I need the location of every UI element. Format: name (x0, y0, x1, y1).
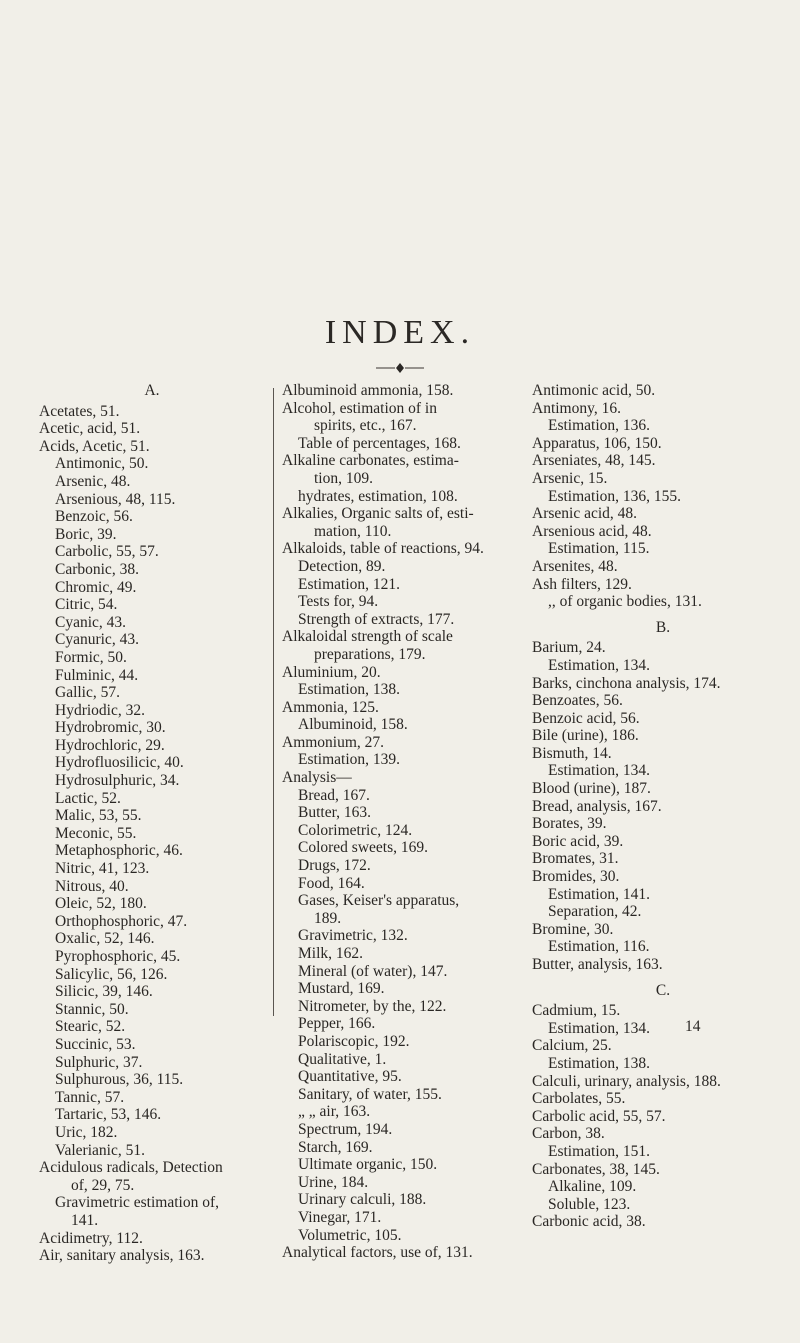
index-subentry: Drugs, 172. (298, 857, 371, 875)
index-subentry: Hydriodic, 32. (55, 701, 145, 719)
index-subentry: Lactic, 52. (55, 789, 121, 807)
index-subentry: Sanitary, of water, 155. (298, 1085, 442, 1103)
index-subentry: Hydrochloric, 29. (55, 736, 165, 754)
index-subentry: Hydrobromic, 30. (55, 719, 166, 737)
index-subentry: Spectrum, 194. (298, 1120, 393, 1138)
index-entry-continuation: preparations, 179. (314, 645, 426, 663)
index-subentry: Estimation, 136. (548, 417, 651, 435)
index-entry: Ammonium, 27. (282, 733, 385, 751)
index-subentry: Nitrous, 40. (55, 877, 129, 895)
index-subentry: Gravimetric estimation of, (55, 1194, 219, 1212)
index-subentry: Citric, 54. (55, 596, 118, 614)
index-entry-continuation: tion, 109. (314, 469, 373, 487)
section-letter: C. (655, 981, 671, 999)
index-subentry: Antimonic, 50. (55, 455, 149, 473)
index-entry: Aluminium, 20. (282, 663, 381, 681)
index-entry: Arseniates, 48, 145. (532, 452, 656, 470)
index-entry: Bismuth, 14. (532, 744, 612, 762)
index-subentry: Cyanic, 43. (55, 613, 127, 631)
index-subentry: Gravimetric, 132. (298, 927, 408, 945)
index-subentry: Oleic, 52, 180. (55, 895, 147, 913)
index-subentry: Fulminic, 44. (55, 666, 139, 684)
index-entry: Acidulous radicals, Detection (39, 1159, 223, 1177)
section-letter: A. (144, 382, 160, 399)
index-subentry: Benzoic, 56. (55, 508, 133, 526)
index-entry: Antimony, 16. (532, 399, 621, 417)
index-subentry: Food, 164. (298, 874, 365, 892)
index-entry: Carbon, 38. (532, 1125, 605, 1143)
index-subentry: Arsenious, 48, 115. (55, 490, 176, 508)
index-subentry: Formic, 50. (55, 648, 127, 666)
index-entry: Ammonia, 125. (282, 698, 379, 716)
index-entry: Albuminoid ammonia, 158. (282, 382, 454, 399)
index-entry: Carbonic acid, 38. (532, 1213, 646, 1231)
index-subentry: Urinary calculi, 188. (298, 1191, 427, 1209)
index-entry: Antimonic acid, 50. (532, 382, 656, 399)
index-subentry: Mustard, 169. (298, 980, 385, 998)
index-subentry: Estimation, 134. (548, 762, 651, 780)
index-subentry: Bread, 167. (298, 786, 370, 804)
index-subentry: Polariscopic, 192. (298, 1032, 410, 1050)
index-subentry: Nitric, 41, 123. (55, 860, 150, 878)
index-column-3 (532, 382, 794, 1231)
index-subentry: Table of percentages, 168. (298, 434, 461, 452)
index-entry: Alkalies, Organic salts of, esti- (282, 505, 474, 523)
index-subentry: Tannic, 57. (55, 1088, 125, 1106)
section-letter: B. (655, 618, 671, 636)
index-subentry: Metaphosphoric, 46. (55, 842, 183, 860)
index-entry: Arsenious acid, 48. (532, 522, 652, 540)
index-entry: Bile (urine), 186. (532, 727, 639, 745)
index-entry: Analytical factors, use of, 131. (282, 1244, 473, 1262)
index-subentry: Estimation, 138. (548, 1054, 651, 1072)
index-entry: Acidimetry, 112. (39, 1229, 143, 1247)
index-subentry: Estimation, 139. (298, 751, 401, 769)
index-subentry: Colored sweets, 169. (298, 839, 429, 857)
index-entry: Calcium, 25. (532, 1037, 612, 1055)
page-number: 14 (685, 1018, 701, 1035)
index-subentry: Estimation, 134. (548, 656, 651, 674)
index-subentry: Arsenic, 48. (55, 472, 131, 490)
index-subentry: Carbolic, 55, 57. (55, 543, 159, 561)
index-subentry: Milk, 162. (298, 945, 364, 962)
index-subentry: Butter, 163. (298, 804, 371, 822)
index-entry: Benzoic acid, 56. (532, 709, 640, 727)
index-subentry: Tartaric, 53, 146. (55, 1106, 162, 1124)
ornament-diamond (396, 363, 404, 373)
index-subentry: Estimation, 136, 155. (548, 487, 682, 505)
index-subentry: „ „ air, 163. (298, 1103, 371, 1121)
index-entry: Ash filters, 129. (532, 575, 632, 593)
index-subentry: Estimation, 138. (298, 681, 401, 699)
index-subentry: Strength of extracts, 177. (298, 610, 455, 628)
index-subentry: Meconic, 55. (55, 824, 137, 842)
index-subentry: Malic, 53, 55. (55, 807, 142, 825)
index-subentry: Carbonic, 38. (55, 560, 139, 578)
index-entry: Arsenic acid, 48. (532, 505, 638, 523)
index-entry-continuation: 141. (71, 1211, 99, 1229)
index-subentry: Starch, 169. (298, 1138, 373, 1156)
index-entry: Acetic, acid, 51. (39, 420, 141, 438)
index-entry: Barks, cinchona analysis, 174. (532, 674, 721, 692)
index-subentry: Separation, 42. (548, 903, 642, 921)
index-subentry: Mineral (of water), 147. (298, 962, 448, 980)
index-entry-continuation: spirits, etc., 167. (314, 417, 417, 435)
index-subentry: Oxalic, 52, 146. (55, 930, 155, 948)
index-subentry: Silicic, 39, 146. (55, 983, 153, 1001)
index-entry: Calculi, urinary, analysis, 188. (532, 1072, 721, 1090)
ornament-divider (370, 360, 430, 376)
index-entry: Alkaloids, table of reactions, 94. (282, 540, 484, 558)
index-subentry: Pyrophosphoric, 45. (55, 948, 181, 965)
index-subentry: ,, of organic bodies, 131. (548, 593, 702, 611)
index-entry: Boric acid, 39. (532, 832, 624, 850)
index-subentry: Nitrometer, by the, 122. (298, 997, 447, 1015)
index-entry: Acetates, 51. (39, 402, 120, 420)
index-subentry: Urine, 184. (298, 1173, 369, 1191)
index-subentry: Valerianic, 51. (55, 1141, 145, 1159)
index-subentry: Pepper, 166. (298, 1015, 376, 1033)
index-subentry: Gallic, 57. (55, 684, 120, 702)
index-subentry: Tests for, 94. (298, 593, 379, 611)
index-subentry: Volumetric, 105. (298, 1226, 402, 1244)
index-column-1 (39, 382, 265, 1265)
index-subentry: Stearic, 52. (55, 1018, 126, 1036)
index-entry: Alkaloidal strength of scale (282, 628, 453, 646)
index-column-2 (282, 382, 522, 1262)
index-entry: Carbolates, 55. (532, 1090, 626, 1108)
index-subentry: Chromic, 49. (55, 578, 137, 596)
index-entry: Butter, analysis, 163. (532, 956, 663, 973)
index-entry: Benzoates, 56. (532, 692, 623, 710)
index-subentry: Vinegar, 171. (298, 1208, 382, 1226)
index-entry-continuation: mation, 110. (314, 522, 392, 540)
index-entry: Analysis— (282, 769, 352, 787)
index-entry: Arsenic, 15. (532, 469, 608, 487)
index-entry: Air, sanitary analysis, 163. (39, 1247, 205, 1265)
index-subentry: Hydrofluosilicic, 40. (55, 754, 184, 772)
index-subentry: Stannic, 50. (55, 1000, 129, 1018)
index-subentry: Hydrosulphuric, 34. (55, 772, 180, 790)
index-entry: Borates, 39. (532, 815, 607, 833)
page-title: INDEX. (324, 314, 476, 351)
index-entry: Apparatus, 106, 150. (532, 434, 662, 452)
index-subentry: Estimation, 121. (298, 575, 401, 593)
index-subentry: Quantitative, 95. (298, 1068, 402, 1086)
index-entry: Bread, analysis, 167. (532, 797, 662, 815)
index-subentry: Orthophosphoric, 47. (55, 912, 188, 930)
index-subentry: Estimation, 151. (548, 1142, 651, 1160)
index-entry: Acids, Acetic, 51. (39, 437, 150, 455)
index-subentry: Estimation, 115. (548, 540, 650, 558)
index-subentry: Salicylic, 56, 126. (55, 965, 168, 983)
index-subentry: Sulphuric, 37. (55, 1053, 143, 1071)
index-subentry: Detection, 89. (298, 557, 386, 575)
index-entry-continuation: of, 29, 75. (71, 1176, 135, 1194)
index-subentry: Gases, Keiser's apparatus, (298, 892, 460, 910)
index-subentry: Estimation, 134. (548, 1019, 651, 1037)
index-entry: Bromides, 30. (532, 868, 620, 886)
index-subentry: Boric, 39. (55, 525, 117, 543)
index-subentry: Alkaline, 109. (548, 1178, 637, 1196)
index-entry: Alcohol, estimation of in (282, 399, 437, 417)
index-entry: Carbolic acid, 55, 57. (532, 1107, 666, 1125)
column-divider-rule (273, 388, 274, 1016)
index-subentry: Estimation, 116. (548, 938, 650, 956)
index-subentry: Qualitative, 1. (298, 1050, 387, 1068)
index-subentry: Estimation, 141. (548, 885, 651, 903)
index-entry: Cadmium, 15. (532, 1002, 621, 1020)
index-subentry: Colorimetric, 124. (298, 821, 413, 839)
index-subentry: Soluble, 123. (548, 1195, 631, 1213)
index-subentry: Uric, 182. (55, 1123, 118, 1141)
index-entry: Blood (urine), 187. (532, 780, 651, 798)
index-subentry: Succinic, 53. (55, 1035, 136, 1053)
index-entry: Arsenites, 48. (532, 557, 618, 575)
index-subentry: Sulphurous, 36, 115. (55, 1071, 184, 1089)
index-entry: Barium, 24. (532, 639, 606, 657)
index-subentry: Cyanuric, 43. (55, 631, 139, 649)
index-subentry: Ultimate organic, 150. (298, 1156, 438, 1174)
index-entry: Alkaline carbonates, estima- (282, 452, 459, 470)
index-entry: Bromates, 31. (532, 850, 619, 868)
index-entry: Carbonates, 38, 145. (532, 1160, 660, 1178)
index-entry-continuation: 189. (314, 909, 342, 927)
index-subentry: hydrates, estimation, 108. (298, 487, 458, 505)
index-subentry: Albuminoid, 158. (298, 716, 408, 734)
index-entry: Bromine, 30. (532, 920, 614, 938)
